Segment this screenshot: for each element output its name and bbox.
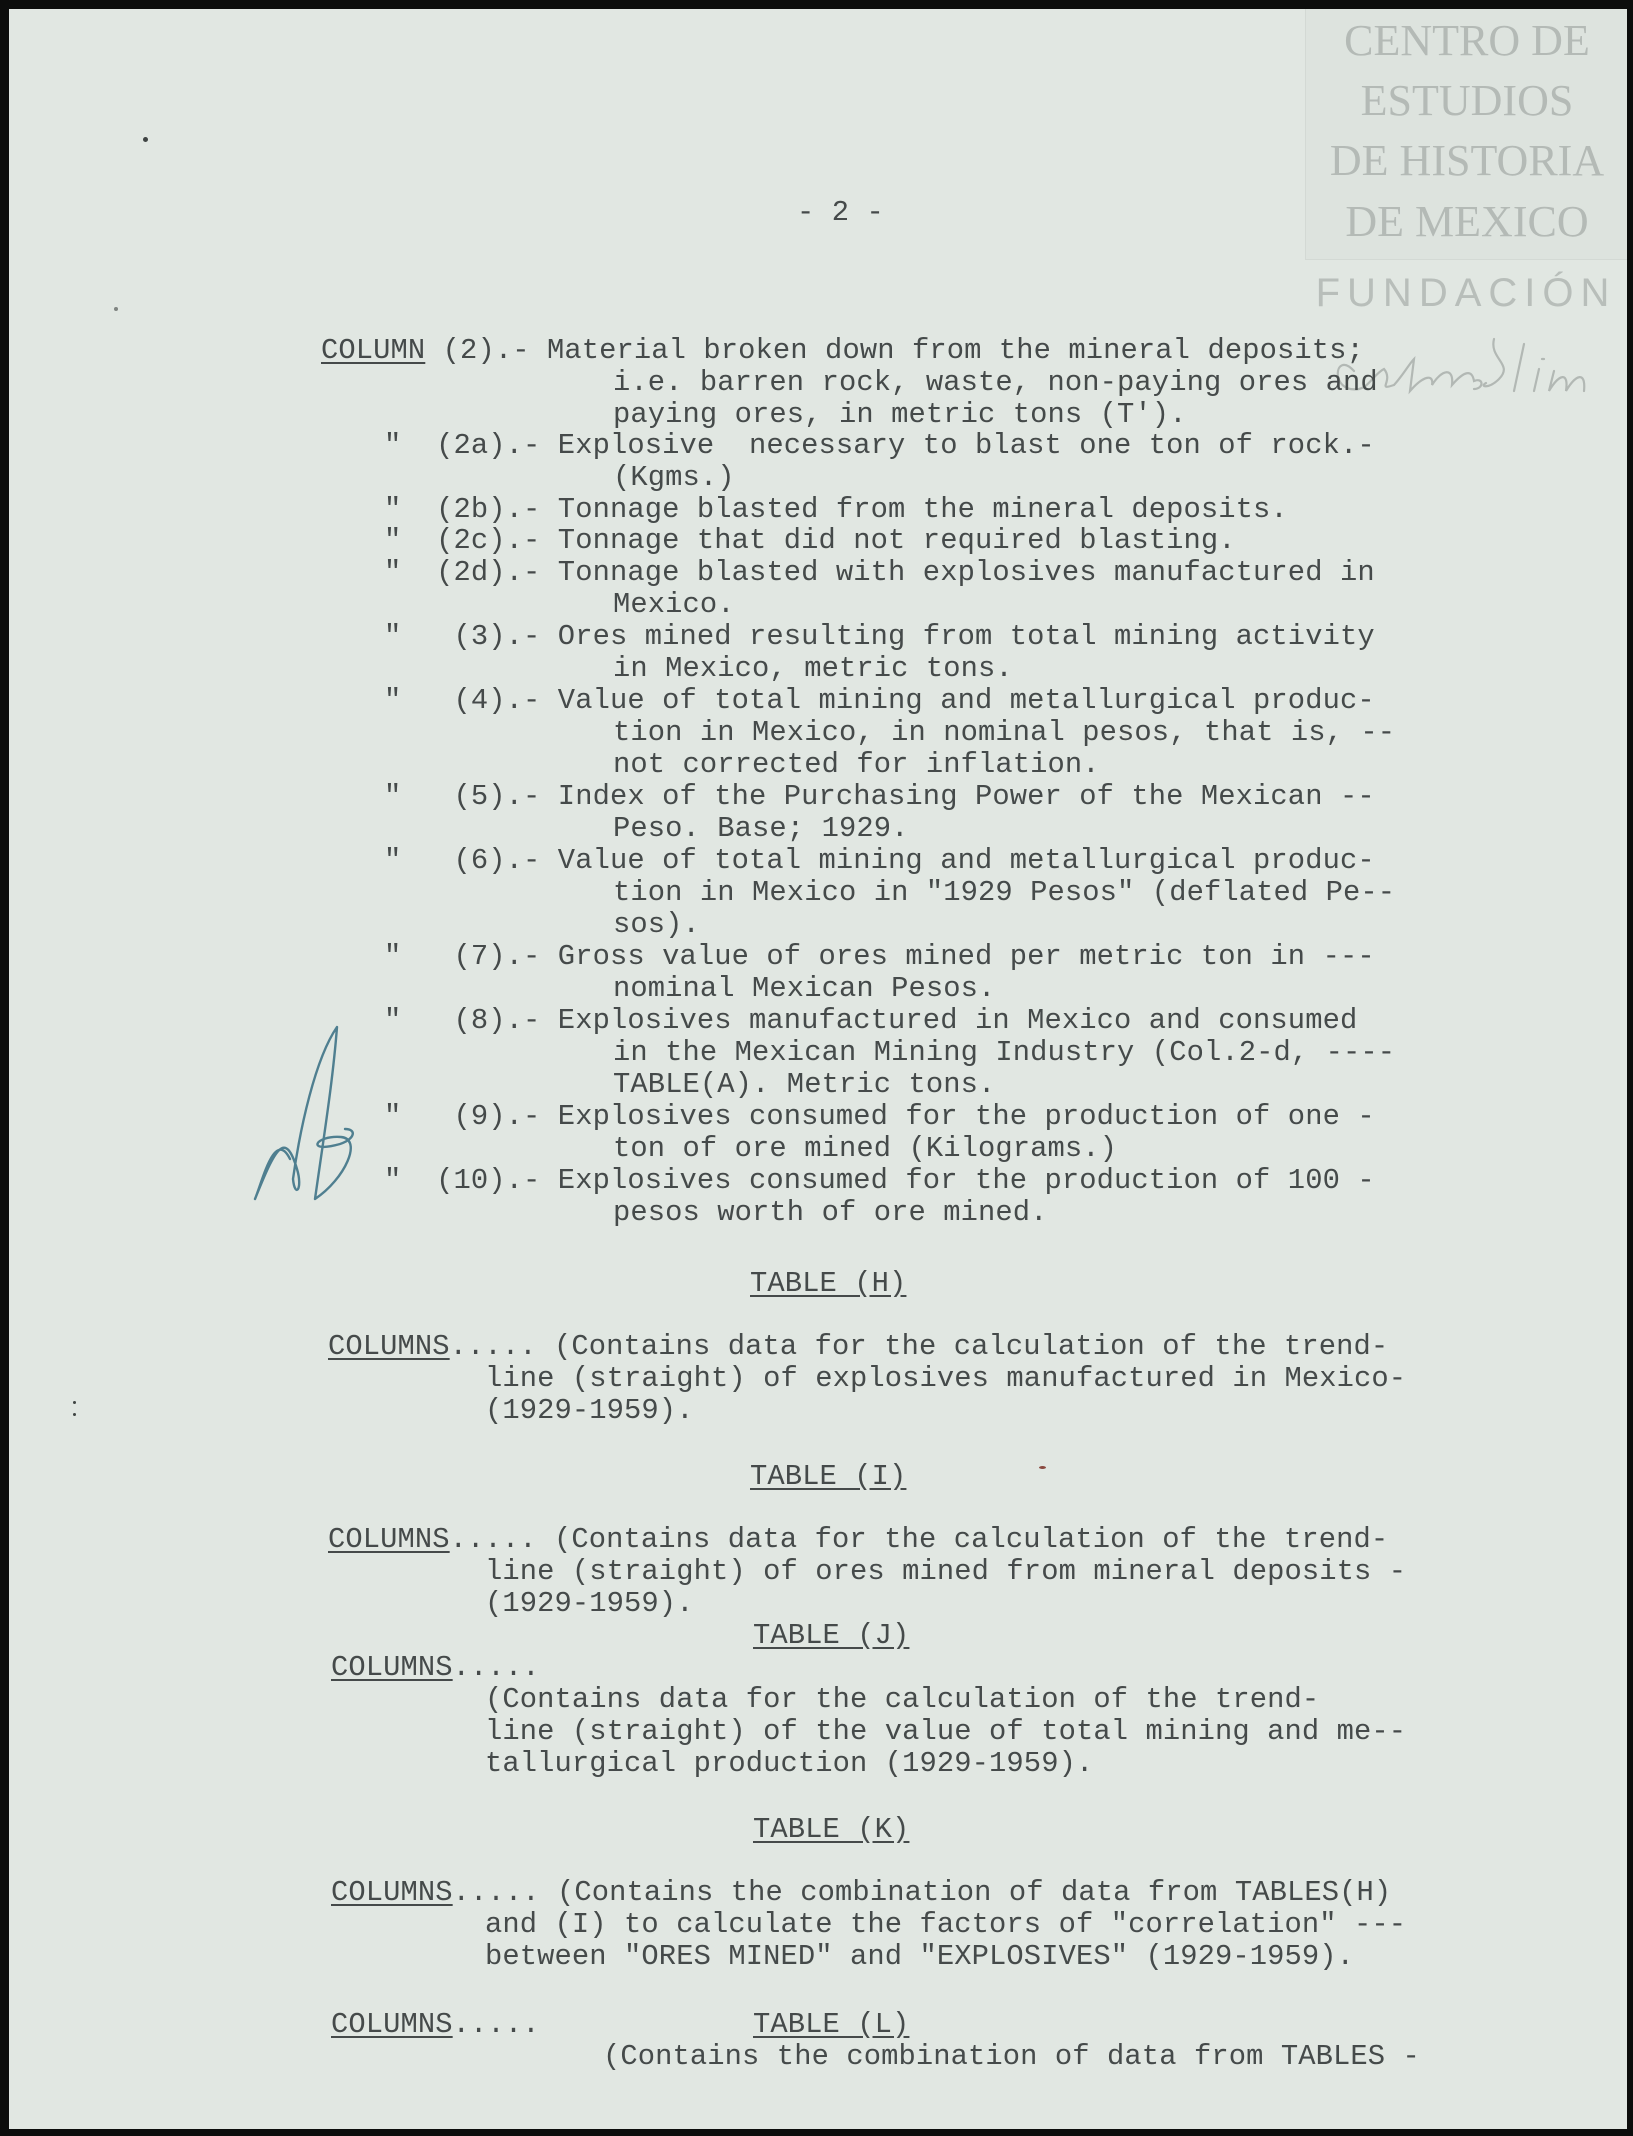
- line-text: ..... (Contains the combination of data from TABLES(H): [452, 1876, 1392, 1909]
- text-line: [485, 1941, 1354, 1973]
- line-text: " (2a).- Explosive necessary to blast one ton of rock.-: [384, 429, 1375, 462]
- line-text: paying ores, in metric tons (T').: [613, 398, 1187, 431]
- speck: [1039, 1466, 1046, 1469]
- watermark-line-3: DE HISTORIA: [1329, 136, 1605, 185]
- line-text: not corrected for inflation.: [613, 748, 1100, 781]
- archive-watermark: [1305, 9, 1627, 260]
- line-text: " (2b).- Tonnage blasted from the mineral deposits.: [384, 493, 1288, 526]
- text-line: [384, 781, 1375, 813]
- speck: [114, 307, 118, 311]
- watermark-line-4: DE MEXICO: [1345, 197, 1589, 246]
- line-text: TABLE (J): [753, 1619, 910, 1652]
- line-text: tion in Mexico in "1929 Pesos" (deflated Pe--: [613, 876, 1396, 909]
- line-text: .....: [452, 2008, 540, 2041]
- table-heading: [753, 1620, 909, 1652]
- text-line: [331, 1877, 1391, 1909]
- text-line: [613, 1037, 1395, 1069]
- text-line: [384, 557, 1375, 589]
- text-line: [613, 717, 1395, 749]
- text-line: [485, 1588, 694, 1620]
- text-line: [613, 1197, 1048, 1229]
- text-line: [384, 1165, 1375, 1197]
- text-line: [613, 909, 700, 941]
- text-line: [485, 1909, 1406, 1941]
- line-text: " (7).- Gross value of ores mined per metric ton in ---: [384, 940, 1375, 973]
- table-heading: [750, 1268, 906, 1300]
- line-text: pesos worth of ore mined.: [613, 1196, 1048, 1229]
- line-text: " (5).- Index of the Purchasing Power of the Mexican --: [384, 780, 1375, 813]
- column-label: COLUMNS: [328, 1523, 450, 1556]
- line-text: TABLE(A). Metric tons.: [613, 1068, 996, 1101]
- speck: [143, 137, 148, 142]
- text-line: [613, 462, 735, 494]
- line-text: (Contains data for the calculation of the trend-: [485, 1683, 1320, 1716]
- text-line: [384, 430, 1375, 462]
- line-text: Peso. Base; 1929.: [613, 812, 909, 845]
- table-heading: [753, 1814, 909, 1846]
- line-text: line (straight) of ores mined from mineral deposits -: [485, 1555, 1407, 1588]
- text-line: [613, 877, 1395, 909]
- line-text: (1929-1959).: [485, 1394, 694, 1427]
- text-line: [384, 845, 1375, 877]
- line-text: " (6).- Value of total mining and metallurgical produc-: [384, 844, 1375, 877]
- line-text: (Contains the combination of data from TABLES -: [603, 2040, 1420, 2073]
- text-line: [485, 1556, 1406, 1588]
- line-text: and (I) to calculate the factors of "correlation" ---: [485, 1908, 1407, 1941]
- text-line: [328, 1331, 1388, 1363]
- line-text: in Mexico, metric tons.: [613, 652, 1013, 685]
- watermark-line-1: CENTRO DE: [1344, 16, 1590, 65]
- line-text: line (straight) of explosives manufactured in Mexico-: [485, 1362, 1407, 1395]
- text-line: [613, 653, 1013, 685]
- text-line: [328, 1524, 1388, 1556]
- text-line: [485, 1363, 1406, 1395]
- text-line: [613, 813, 908, 845]
- column-label: COLUMNS: [328, 1330, 450, 1363]
- watermark-fundacion: FUNDACIÓN: [1315, 271, 1617, 315]
- text-line: [485, 1395, 694, 1427]
- text-line: [613, 589, 735, 621]
- line-text: TABLE (K): [753, 1813, 910, 1846]
- line-text: (2).- Material broken down from the mineral deposits;: [425, 334, 1364, 367]
- line-text: TABLE (H): [750, 1267, 907, 1300]
- text-line: [384, 621, 1375, 653]
- column-label: COLUMNS: [331, 2008, 453, 2041]
- line-text: tallurgical production (1929-1959).: [485, 1747, 1094, 1780]
- line-text: in the Mexican Mining Industry (Col.2-d, ----: [613, 1036, 1396, 1069]
- line-text: tion in Mexico, in nominal pesos, that is, --: [613, 716, 1396, 749]
- text-line: [384, 685, 1375, 717]
- line-text: " (3).- Ores mined resulting from total mining activity: [384, 620, 1375, 653]
- line-text: ton of ore mined (Kilograms.): [613, 1132, 1118, 1165]
- line-text: TABLE (I): [750, 1460, 907, 1493]
- line-text: TABLE (L): [753, 2008, 910, 2041]
- line-text: (1929-1959).: [485, 1587, 694, 1620]
- line-text: " (8).- Explosives manufactured in Mexico and consumed: [384, 1004, 1358, 1037]
- text-line: [613, 973, 995, 1005]
- line-text: line (straight) of the value of total mining and me--: [485, 1715, 1407, 1748]
- line-text: sos).: [613, 908, 700, 941]
- speck: [73, 1413, 76, 1416]
- column-label: COLUMNS: [331, 1876, 453, 1909]
- watermark-line-2: ESTUDIOS: [1360, 76, 1574, 125]
- document-page: [9, 9, 1627, 2129]
- text-line: [485, 1748, 1093, 1780]
- text-line: [384, 494, 1288, 526]
- text-line: [485, 1716, 1406, 1748]
- text-line: [613, 367, 1378, 399]
- text-line: [331, 1652, 540, 1684]
- line-text: .....: [452, 1651, 540, 1684]
- column-label: COLUMN: [321, 334, 426, 367]
- text-line: [613, 749, 1100, 781]
- line-text: between "ORES MINED" and "EXPLOSIVES" (1929-1959).: [485, 1940, 1355, 1973]
- line-text: " (4).- Value of total mining and metallurgical produc-: [384, 684, 1375, 717]
- line-text: (Kgms.): [613, 461, 735, 494]
- text-line: [485, 1684, 1319, 1716]
- text-line: [603, 2041, 1420, 2073]
- handwritten-initials: [245, 1019, 365, 1209]
- column-label: COLUMNS: [331, 1651, 453, 1684]
- text-line: [613, 1069, 995, 1101]
- text-line: [384, 941, 1375, 973]
- line-text: nominal Mexican Pesos.: [613, 972, 996, 1005]
- page-number: - 2 -: [797, 196, 884, 229]
- table-heading: [750, 1461, 906, 1493]
- line-text: ..... (Contains data for the calculation of the trend-: [449, 1330, 1389, 1363]
- text-line: [331, 2009, 540, 2041]
- text-line: [384, 1101, 1375, 1133]
- line-text: Mexico.: [613, 588, 735, 621]
- line-text: " (9).- Explosives consumed for the production of one -: [384, 1100, 1375, 1133]
- line-text: " (10).- Explosives consumed for the production of 100 -: [384, 1164, 1375, 1197]
- text-line: [613, 1133, 1117, 1165]
- text-line: [384, 1005, 1357, 1037]
- text-line: [321, 335, 1364, 367]
- table-heading: [753, 2009, 909, 2041]
- text-line: [384, 525, 1236, 557]
- line-text: " (2d).- Tonnage blasted with explosives manufactured in: [384, 556, 1375, 589]
- line-text: " (2c).- Tonnage that did not required blasting.: [384, 524, 1236, 557]
- speck: [73, 1401, 76, 1404]
- line-text: i.e. barren rock, waste, non-paying ores and: [613, 366, 1378, 399]
- line-text: ..... (Contains data for the calculation of the trend-: [449, 1523, 1389, 1556]
- text-line: [613, 399, 1187, 431]
